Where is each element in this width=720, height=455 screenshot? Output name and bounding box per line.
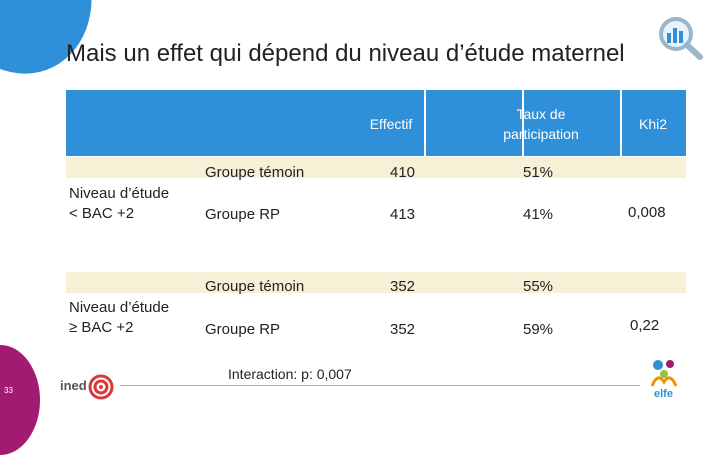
group-label-above-bac2 <box>69 298 169 338</box>
khi2-value: 0,008 <box>628 204 666 221</box>
row-group-name: Groupe témoin <box>205 164 305 181</box>
ined-logo <box>60 374 118 400</box>
row-taux: 51% <box>523 164 554 181</box>
footer-divider <box>120 385 640 386</box>
group-label-below-bac2 <box>69 184 169 224</box>
header-taux-line2: participation <box>503 126 579 142</box>
header-effectif: Effectif <box>369 116 413 132</box>
row-group-name: Groupe témoin <box>205 278 305 295</box>
group-label-line1: Niveau d’étude <box>69 299 170 316</box>
row-effectif: 410 <box>390 164 416 181</box>
group-label-line1: Niveau d’étude <box>69 185 170 202</box>
khi2-value: 0,22 <box>630 317 660 334</box>
interaction-footnote: Interaction: p: 0,007 <box>228 366 352 382</box>
row-effectif: 352 <box>390 278 416 295</box>
group-label-line2: ≥ BAC +2 <box>69 319 134 336</box>
group-label-line2: < BAC +2 <box>69 205 135 222</box>
table-band <box>66 157 686 178</box>
row-taux: 41% <box>523 206 554 223</box>
decorative-blob-bottom-left <box>0 345 40 455</box>
header-taux <box>481 104 601 144</box>
row-taux: 55% <box>523 278 554 295</box>
ined-logo-text: ined <box>60 378 87 393</box>
magnifier-chart-icon <box>656 14 704 60</box>
elfe-logo <box>646 358 686 404</box>
row-group-name: Groupe RP <box>205 321 281 338</box>
row-effectif: 352 <box>390 321 416 338</box>
header-khi2: Khi2 <box>638 116 668 132</box>
ined-spiral-icon <box>88 374 114 400</box>
slide-number: 33 <box>4 386 13 395</box>
elfe-figures-icon <box>646 358 682 388</box>
row-effectif: 413 <box>390 206 416 223</box>
header-taux-line1: Taux de <box>516 106 566 122</box>
row-group-name: Groupe RP <box>205 206 281 223</box>
table-band <box>66 272 686 293</box>
elfe-logo-text: elfe <box>654 388 673 400</box>
row-taux: 59% <box>523 321 554 338</box>
slide-title: Mais un effet qui dépend du niveau d’étude maternel <box>66 40 625 67</box>
